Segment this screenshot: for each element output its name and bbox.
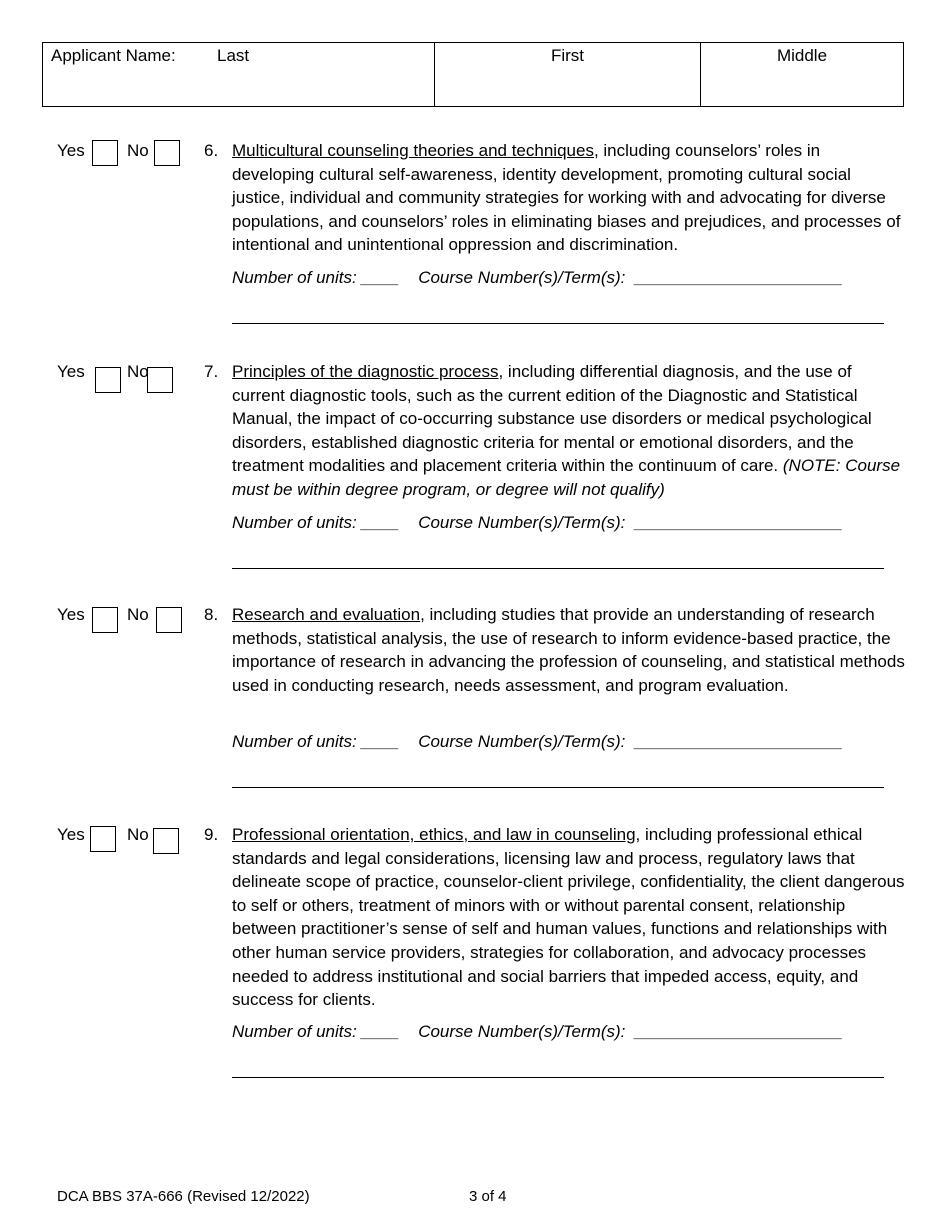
- course-label: Course Number(s)/Term(s):: [418, 1022, 626, 1041]
- course-continuation-line[interactable]: [232, 1077, 884, 1078]
- units-input[interactable]: ____: [361, 732, 400, 751]
- no-label: No: [127, 141, 149, 160]
- units-input[interactable]: ____: [361, 268, 400, 287]
- item-title: Research and evaluation: [232, 605, 421, 624]
- item-description: [232, 823, 907, 1012]
- yes-label: Yes: [57, 825, 85, 844]
- form-identifier: DCA BBS 37A-666 (Revised 12/2022): [57, 1188, 310, 1205]
- last-name-field[interactable]: [43, 43, 435, 106]
- no-label: No: [127, 825, 149, 844]
- no-checkbox[interactable]: [156, 607, 182, 633]
- item-title: Professional orientation, ethics, and law in counseling: [232, 825, 636, 844]
- units-label: Number of units:: [232, 268, 357, 287]
- item-description: [232, 603, 907, 697]
- item-number: 8.: [204, 605, 219, 624]
- item-number: 6.: [204, 141, 219, 160]
- item-text: , including studies that provide an understanding of research methods, statistical analysis, the use of research to inform evidence-based practice, the importance of research in advancing the profession of counseling, and statistical methods used in conducting research, needs assessment, and program evaluation.: [232, 605, 905, 695]
- item-description: [232, 139, 907, 257]
- no-label: No: [127, 362, 149, 381]
- yes-label: Yes: [57, 605, 85, 624]
- units-label: Number of units:: [232, 732, 357, 751]
- units-label: Number of units:: [232, 513, 357, 532]
- page-number: 3 of 4: [469, 1188, 507, 1205]
- item-title: Multicultural counseling theories and techniques: [232, 141, 594, 160]
- units-row: [232, 732, 843, 752]
- course-input[interactable]: ______________________: [634, 732, 843, 751]
- no-checkbox[interactable]: [153, 828, 179, 854]
- units-label: Number of units:: [232, 1022, 357, 1041]
- item-number: 7.: [204, 362, 219, 381]
- middle-name-field[interactable]: [701, 43, 903, 106]
- yes-checkbox[interactable]: [92, 607, 118, 633]
- item-description: [232, 360, 907, 502]
- course-label: Course Number(s)/Term(s):: [418, 513, 626, 532]
- course-continuation-line[interactable]: [232, 323, 884, 324]
- course-input[interactable]: ______________________: [634, 268, 843, 287]
- applicant-name-table: [42, 42, 904, 107]
- yes-checkbox[interactable]: [95, 367, 121, 393]
- yes-label: Yes: [57, 141, 85, 160]
- course-input[interactable]: ______________________: [634, 1022, 843, 1041]
- no-checkbox[interactable]: [154, 140, 180, 166]
- item-number: 9.: [204, 825, 219, 844]
- item-note: (NOTE: Course must be within degree program, or degree will not qualify): [232, 456, 901, 499]
- no-label: No: [127, 605, 149, 624]
- item-title: Principles of the diagnostic process: [232, 362, 499, 381]
- units-input[interactable]: ____: [361, 1022, 400, 1041]
- applicant-name-label: Applicant Name:: [51, 46, 176, 65]
- yes-label: Yes: [57, 362, 85, 381]
- first-name-label: First: [550, 46, 585, 65]
- units-row: [232, 513, 843, 533]
- course-label: Course Number(s)/Term(s):: [418, 268, 626, 287]
- item-text: , including counselors’ roles in developing cultural self-awareness, identity development, promoting cultural social justice, individual and community strategies for working with and advocating for diverse populations, and counselors’ roles in eliminating biases and prejudices, and processes of intentional and unintentional oppression and discrimination.: [232, 141, 901, 255]
- course-input[interactable]: ______________________: [634, 513, 843, 532]
- yes-checkbox[interactable]: [90, 826, 116, 852]
- course-continuation-line[interactable]: [232, 568, 884, 569]
- yes-checkbox[interactable]: [92, 140, 118, 166]
- item-text: , including differential diagnosis, and the use of current diagnostic tools, such as the current edition of the Diagnostic and Statistical Manual, the impact of co-occurring substance use disorders or medical psychological disorders, established diagnostic criteria for mental or emotional disorders, and the treatment modalities and placement criteria within the continuum of care.: [232, 362, 872, 476]
- course-label: Course Number(s)/Term(s):: [418, 732, 626, 751]
- first-name-field[interactable]: [435, 43, 701, 106]
- units-input[interactable]: ____: [361, 513, 400, 532]
- middle-name-label: Middle: [776, 46, 828, 65]
- course-continuation-line[interactable]: [232, 787, 884, 788]
- units-row: [232, 1022, 843, 1042]
- no-checkbox[interactable]: [147, 367, 173, 393]
- last-name-label: Last: [217, 46, 250, 65]
- units-row: [232, 268, 843, 288]
- item-text: , including professional ethical standards and legal considerations, licensing law and process, regulatory laws that delineate scope of practice, counselor-client privilege, confidentiality, the client dangerous to self or others, treatment of minors with or without parental consent, relationship between practitioner’s sense of self and human values, functions and relationships with other human service providers, strategies for collaboration, and advocacy processes needed to address institutional and social barriers that impeded access, equity, and success for clients.: [232, 825, 905, 1010]
